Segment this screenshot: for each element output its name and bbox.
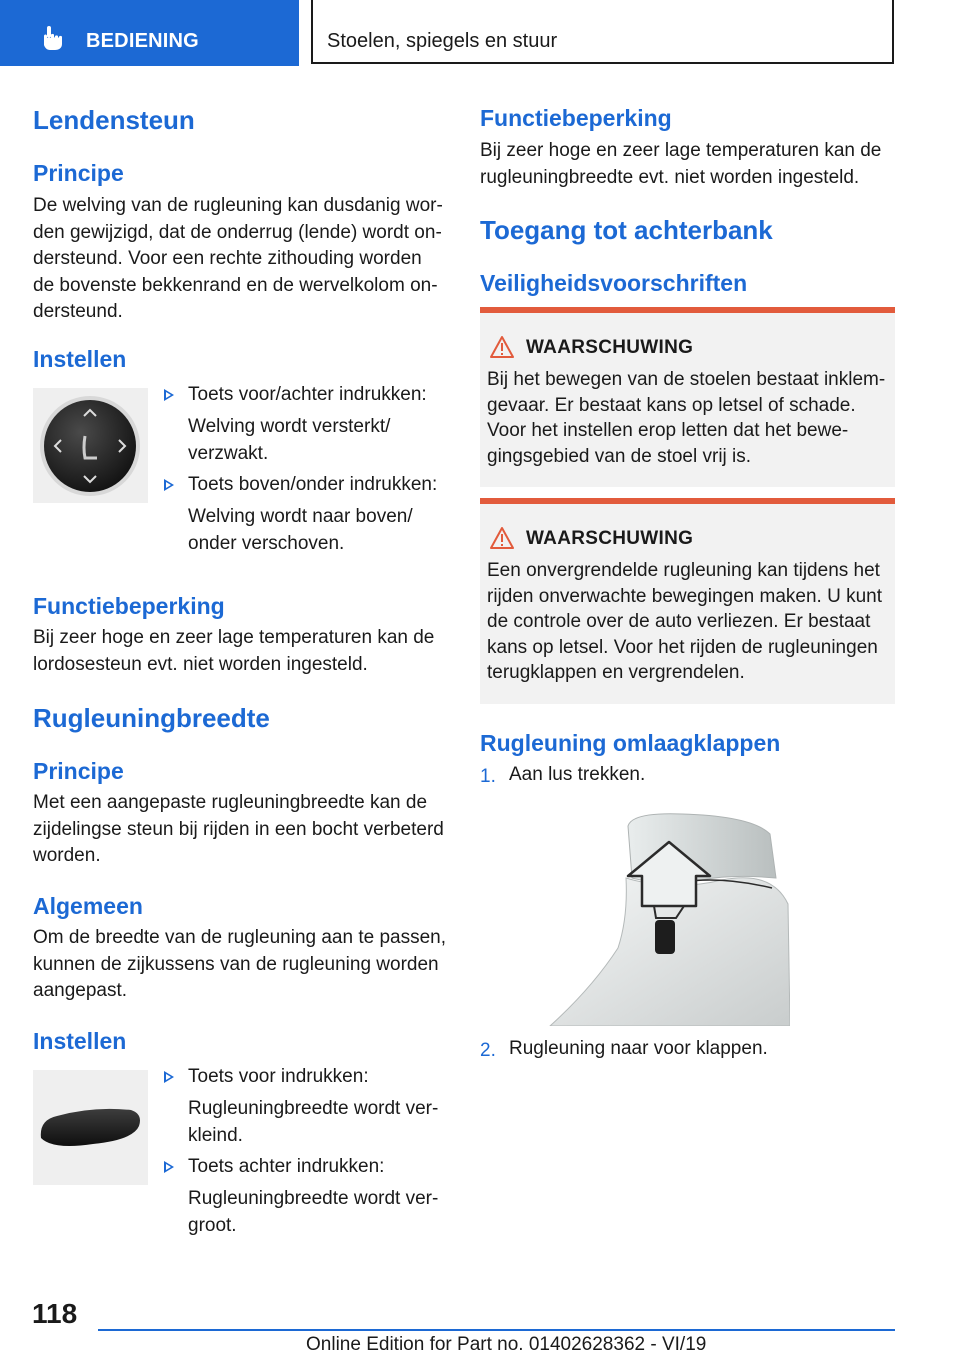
warning-triangle-icon (489, 526, 515, 550)
bolster-switch-icon (33, 1070, 148, 1185)
instellen-item-result: Welving wordt naar boven/ onder verschoven. (188, 506, 413, 554)
warning-box (480, 307, 895, 487)
footer-edition: Online Edition for Part no. 01402628362 - VI/19 (306, 1334, 707, 1355)
hand-pointer-icon (38, 24, 66, 52)
bullet-icon (164, 1161, 174, 1173)
bullet-icon (164, 1071, 174, 1083)
warning-triangle-icon (489, 335, 515, 359)
functiebeperking-text: Bij zeer hoge en zeer lage temperaturen kan de lordosesteun evt. niet worden ingesteld. (33, 627, 435, 675)
page-number: 118 (32, 1298, 78, 1329)
warning-title: WAARSCHUWING (526, 528, 694, 549)
bullet-icon (164, 479, 174, 491)
heading-instellen: Instellen (33, 346, 127, 372)
section-tab[interactable] (0, 0, 299, 66)
warning-title: WAARSCHUWING (526, 337, 694, 358)
instellen-2-item-result: Rugleuningbreedte wordt verkleind. (188, 1098, 439, 1146)
instellen-2-item-label: Toets voor indrukken: (188, 1066, 369, 1087)
lumbar-control-image (33, 388, 148, 503)
step-text: Aan lus trekken. (509, 764, 646, 785)
instellen-item-label: Toets boven/onder indrukken: (188, 474, 438, 495)
step-text: Rugleuning naar voor klappen. (509, 1038, 768, 1059)
functiebeperking-right-text: Bij zeer hoge en zeer lage temperaturen kan de rugleuningbreedte evt. niet worden ingesteld. (480, 140, 882, 188)
section-title: BEDIENING (86, 30, 199, 52)
lumbar-switch-icon (33, 388, 148, 503)
step-number: 1. (480, 766, 496, 787)
principe-text: De welving van de rugleuning kan dusdanig worden gewijzigd, dat de onderrug (lende) wordt ondersteund. Voor een rechte zithouding worden de bovenste bekkenrand en de wervelkolom ondersteund. (33, 195, 443, 322)
chapter-header (311, 0, 894, 64)
principe-2-text: Met een aangepaste rugleuningbreedte kan de zijdelingse steun bij rijden in een bocht verbeterd worden. (33, 792, 444, 866)
heading-principe: Principe (33, 160, 124, 186)
algemeen-text: Om de breedte van de rugleuning aan te passen, kunnen de zijkussens van de rugleuning worden aangepast. (33, 927, 447, 1001)
instellen-item-result: Welving wordt versterkt/ verzwakt. (188, 416, 391, 464)
warning-text: Bij het bewegen van de stoelen bestaat inklemgevaar. Er bestaat kans op letsel of schade. Voor het instellen erop letten dat het bewegingsgebied van de stoel vrij is. (487, 369, 886, 467)
heading-principe-2: Principe (33, 758, 124, 784)
heading-algemeen: Algemeen (33, 893, 143, 919)
step-number: 2. (480, 1040, 496, 1061)
heading-functiebeperking: Functiebeperking (33, 593, 225, 619)
bullet-icon (164, 389, 174, 401)
chapter-title: Stoelen, spiegels en stuur (327, 30, 558, 52)
footer-rule (98, 1329, 895, 1331)
heading-toegang: Toegang tot achterbank (480, 215, 773, 245)
instellen-2-item-label: Toets achter indrukken: (188, 1156, 385, 1177)
heading-functiebeperking-right: Functiebeperking (480, 105, 672, 131)
heading-veiligheid: Veiligheidsvoorschriften (480, 270, 748, 296)
instellen-item-label: Toets voor/achter indrukken: (188, 384, 427, 405)
heading-lendensteun: Lendensteun (33, 105, 195, 135)
heading-omlaagklappen: Rugleuning omlaagklappen (480, 730, 781, 756)
warning-text: Een onvergrendelde rugleuning kan tijdens het rijden onverwachte bewegingen maken. U kunt de controle over de auto verliezen. Er bestaat kans op letsel. Voor het rijden de rugleuningen terugklappen en vergrendelen. (487, 560, 883, 683)
heading-instellen-2: Instellen (33, 1028, 127, 1054)
bolster-button-image (33, 1070, 148, 1185)
seat-loop-illustration (532, 808, 790, 1026)
instellen-2-item-result: Rugleuningbreedte wordt vergroot. (188, 1188, 439, 1236)
warning-box (480, 498, 895, 704)
heading-rugleuningbreedte: Rugleuningbreedte (33, 703, 270, 733)
